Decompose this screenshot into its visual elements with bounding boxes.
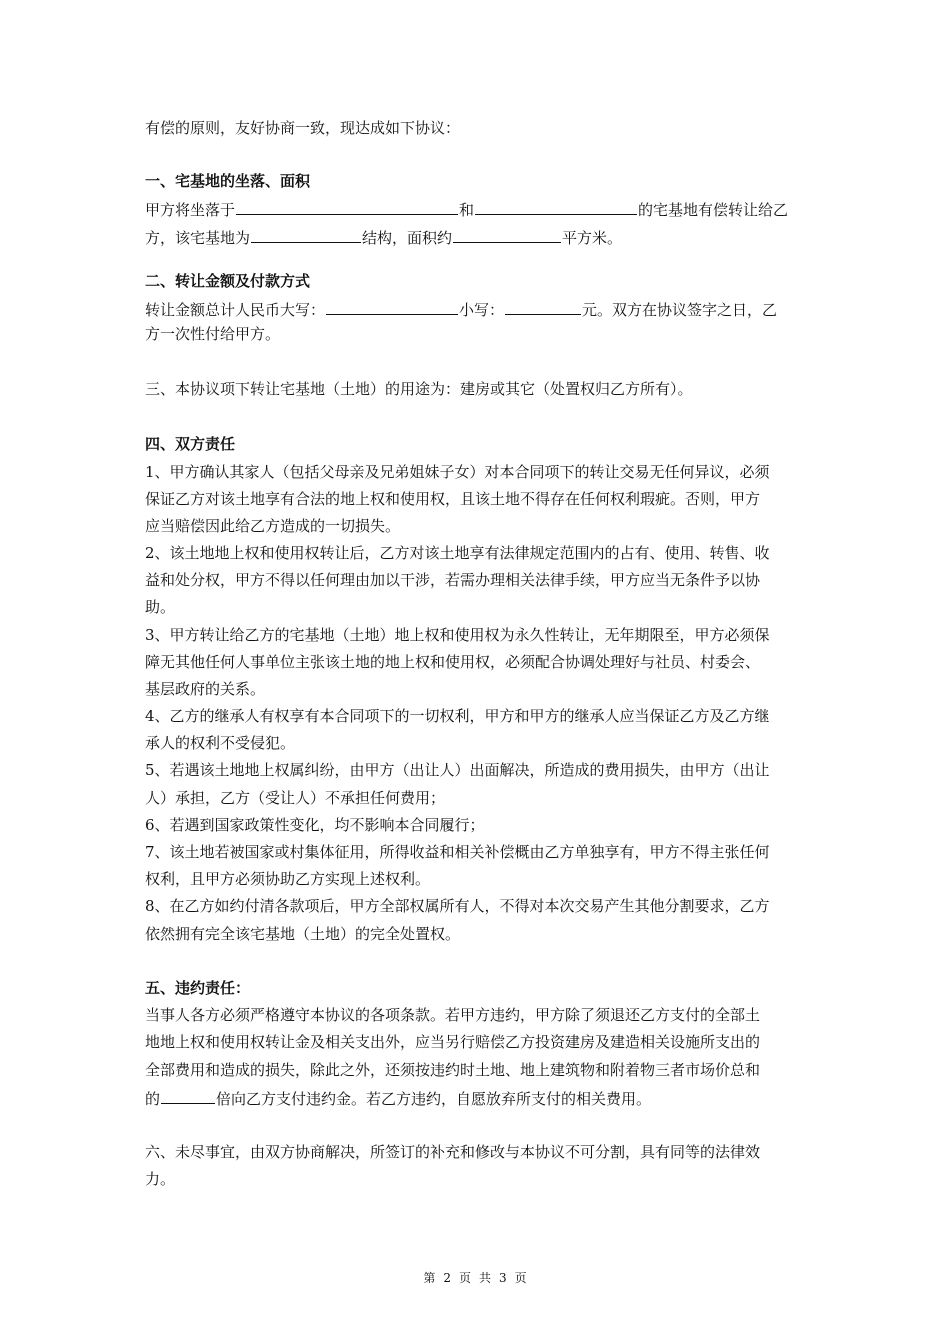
blank-structure[interactable] xyxy=(251,226,361,243)
section-5-line: 当事人各方必须严格遵守本协议的各项条款。若甲方违约，甲方除了须退还乙方支付的全部土 xyxy=(145,1006,761,1024)
page-footer xyxy=(0,1270,950,1286)
section-4-line: 依然拥有完全该宅基地（土地）的完全处置权。 xyxy=(145,925,461,943)
section-4-line: 4、乙方的继承人有权享有本合同项下的一切权利，甲方和甲方的继承人应当保证乙方及乙方继 xyxy=(145,707,770,725)
section-4-line: 障无其他任何人事单位主张该土地的地上权和使用权，必须配合协调处理好与社员、村委会、 xyxy=(145,653,761,671)
blank-area[interactable] xyxy=(453,226,561,243)
section-6-line-2: 力。 xyxy=(145,1170,176,1188)
blank-location-2[interactable] xyxy=(475,198,637,215)
section-4-line: 承人的权利不受侵犯。 xyxy=(145,734,296,752)
section-5-line: 全部费用和造成的损失，除此之外，还须按违约时土地、地上建筑物和附着物三者市场价总和 xyxy=(145,1061,761,1079)
section-1-line-1 xyxy=(145,198,788,220)
section-5-heading: 五、违约责任： xyxy=(145,979,251,997)
page-number: 2 xyxy=(443,1271,451,1285)
text-segment: 平方米。 xyxy=(562,229,623,247)
section-1-line-2 xyxy=(145,226,622,248)
section-4-line: 基层政府的关系。 xyxy=(145,680,266,698)
blank-multiplier[interactable] xyxy=(161,1087,215,1104)
section-2-heading: 二、转让金额及付款方式 xyxy=(145,272,311,290)
text-segment: 方，该宅基地为 xyxy=(145,229,251,247)
section-4-heading: 四、双方责任 xyxy=(145,435,236,453)
text-segment: 六、未尽事宜，由双方协商解决，所签订的补充和修改与本协议不可分割，具有同等的法律效 xyxy=(145,1143,761,1161)
text-segment: 倍向乙方支付违约金。若乙方违约，自愿放弃所支付的相关费用。 xyxy=(216,1090,652,1108)
section-4-line: 益和处分权，甲方不得以任何理由加以干涉，若需办理相关法律手续，甲方应当无条件予以协 xyxy=(145,571,761,589)
text-segment: 的 xyxy=(145,1090,161,1108)
intro-line: 有偿的原则，友好协商一致，现达成如下协议： xyxy=(145,119,461,137)
section-4-line: 7、该土地若被国家或村集体征用，所得收益和相关补偿概由乙方单独享有，甲方不得主张任何 xyxy=(145,843,770,861)
text-segment: 元。双方在协议签字之日，乙 xyxy=(582,301,778,319)
section-4-line: 5、若遇该土地地上权属纠纷，由甲方（出让人）出面解决，所造成的费用损失，由甲方（出让 xyxy=(145,761,770,779)
section-4-line: 8、在乙方如约付清各款项后，甲方全部权属所有人，不得对本次交易产生其他分割要求，乙方 xyxy=(145,897,770,915)
section-4-line: 3、甲方转让给乙方的宅基地（土地）地上权和使用权为永久性转让，无年期限至，甲方必须保 xyxy=(145,626,770,644)
section-5-line-4 xyxy=(145,1087,651,1109)
text-segment: 小写： xyxy=(459,301,505,319)
footer-text: 共 xyxy=(479,1271,492,1285)
section-4-line: 人）承担，乙方（受让人）不承担任何费用； xyxy=(145,789,446,807)
text-segment: 甲方将坐落于 xyxy=(145,201,236,219)
footer-text: 页 xyxy=(514,1271,527,1285)
blank-amount-figures[interactable] xyxy=(505,298,581,315)
section-1-heading: 一、宅基地的坐落、面积 xyxy=(145,172,311,190)
section-3-line: 三、本协议项下转让宅基地（土地）的用途为：建房或其它（处置权归乙方所有）。 xyxy=(145,380,693,398)
section-2-line-1 xyxy=(145,298,777,320)
section-4-line: 助。 xyxy=(145,598,176,616)
text-segment: 转让金额总计人民币大写： xyxy=(145,301,326,319)
text-segment: 和 xyxy=(459,201,475,219)
footer-text: 页 xyxy=(458,1271,471,1285)
blank-amount-words[interactable] xyxy=(326,298,458,315)
text-segment: 的宅基地有偿转让给乙 xyxy=(638,201,789,219)
section-4-line: 权利，且甲方必须协助乙方实现上述权利。 xyxy=(145,870,431,888)
footer-text: 第 xyxy=(423,1271,436,1285)
section-4-line: 应当赔偿因此给乙方造成的一切损失。 xyxy=(145,517,401,535)
section-4-line: 保证乙方对该土地享有合法的地上权和使用权，且该土地不得存在任何权利瑕疵。否则，甲方 xyxy=(145,490,761,508)
section-2-line-2: 方一次性付给甲方。 xyxy=(145,325,281,343)
text-segment: 结构，面积约 xyxy=(362,229,453,247)
section-4-line: 1、甲方确认其家人（包括父母亲及兄弟姐妹子女）对本合同项下的转让交易无任何异议，必须 xyxy=(145,463,770,481)
section-4-line: 6、若遇到国家政策性变化，均不影响本合同履行； xyxy=(145,816,485,834)
total-pages: 3 xyxy=(499,1271,507,1285)
section-4-line: 2、该土地地上权和使用权转让后，乙方对该土地享有法律规定范围内的占有、使用、转售、收 xyxy=(145,544,770,562)
blank-location-1[interactable] xyxy=(236,198,458,215)
section-6-line-1 xyxy=(145,1142,760,1162)
section-5-line: 地地上权和使用权转让金及相关支出外，应当另行赔偿乙方投资建房及建造相关设施所支出的 xyxy=(145,1033,761,1051)
